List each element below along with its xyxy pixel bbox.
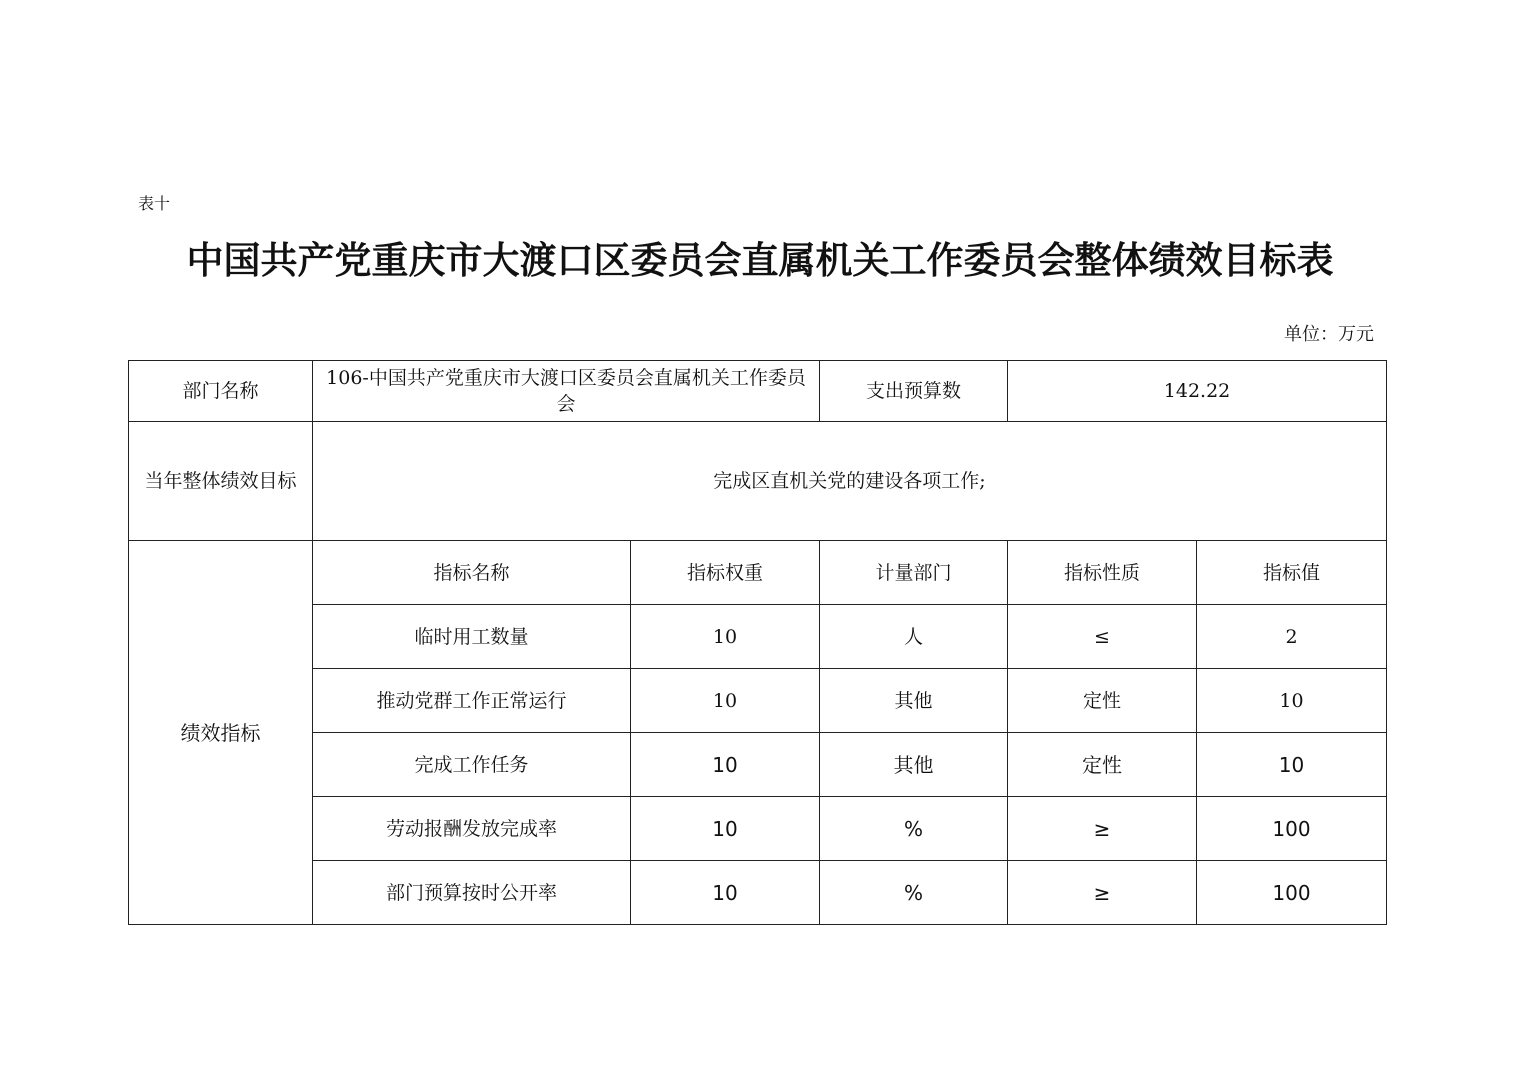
indicator-nature: 定性 [1008, 669, 1197, 733]
column-header-name: 指标名称 [313, 541, 631, 605]
table-row [129, 605, 1387, 669]
table-number: 表十 [138, 194, 171, 213]
indicator-name: 推动党群工作正常运行 [313, 669, 631, 733]
indicator-weight: 10 [631, 733, 820, 797]
table-row-dept [129, 361, 1387, 422]
budget-label: 支出预算数 [820, 361, 1008, 422]
indicator-weight: 10 [631, 605, 820, 669]
indicator-unit: 其他 [820, 669, 1008, 733]
column-header-nature: 指标性质 [1008, 541, 1197, 605]
indicator-nature: 定性 [1008, 733, 1197, 797]
indicator-unit: % [820, 861, 1008, 925]
table-row-goal [129, 422, 1387, 541]
goal-label: 当年整体绩效目标 [129, 422, 313, 541]
indicator-value: 100 [1197, 797, 1387, 861]
budget-value: 142.22 [1008, 361, 1387, 422]
indicator-nature: ≥ [1008, 861, 1197, 925]
dept-name-value: 106-中国共产党重庆市大渡口区委员会直属机关工作委员会 [313, 361, 820, 422]
indicator-name: 完成工作任务 [313, 733, 631, 797]
indicator-nature: ≥ [1008, 797, 1197, 861]
column-header-weight: 指标权重 [631, 541, 820, 605]
table-row-indicator-header [129, 541, 1387, 605]
table-row [129, 733, 1387, 797]
indicator-unit: 人 [820, 605, 1008, 669]
indicator-value: 100 [1197, 861, 1387, 925]
indicator-weight: 10 [631, 669, 820, 733]
indicator-weight: 10 [631, 797, 820, 861]
goal-value: 完成区直机关党的建设各项工作; [313, 422, 1387, 541]
indicator-unit: % [820, 797, 1008, 861]
indicator-section-label: 绩效指标 [129, 541, 313, 925]
table-row [129, 861, 1387, 925]
table-row [129, 669, 1387, 733]
indicator-name: 临时用工数量 [313, 605, 631, 669]
table-row [129, 797, 1387, 861]
indicator-value: 10 [1197, 733, 1387, 797]
document-title: 中国共产党重庆市大渡口区委员会直属机关工作委员会整体绩效目标表 [186, 238, 1334, 282]
indicator-name: 部门预算按时公开率 [313, 861, 631, 925]
performance-goal-table [128, 360, 1387, 925]
indicator-nature: ≤ [1008, 605, 1197, 669]
column-header-unit: 计量部门 [820, 541, 1008, 605]
indicator-name: 劳动报酬发放完成率 [313, 797, 631, 861]
dept-name-label: 部门名称 [129, 361, 313, 422]
unit-label: 单位：万元 [1284, 324, 1374, 345]
indicator-weight: 10 [631, 861, 820, 925]
indicator-unit: 其他 [820, 733, 1008, 797]
indicator-value: 2 [1197, 605, 1387, 669]
column-header-value: 指标值 [1197, 541, 1387, 605]
indicator-value: 10 [1197, 669, 1387, 733]
